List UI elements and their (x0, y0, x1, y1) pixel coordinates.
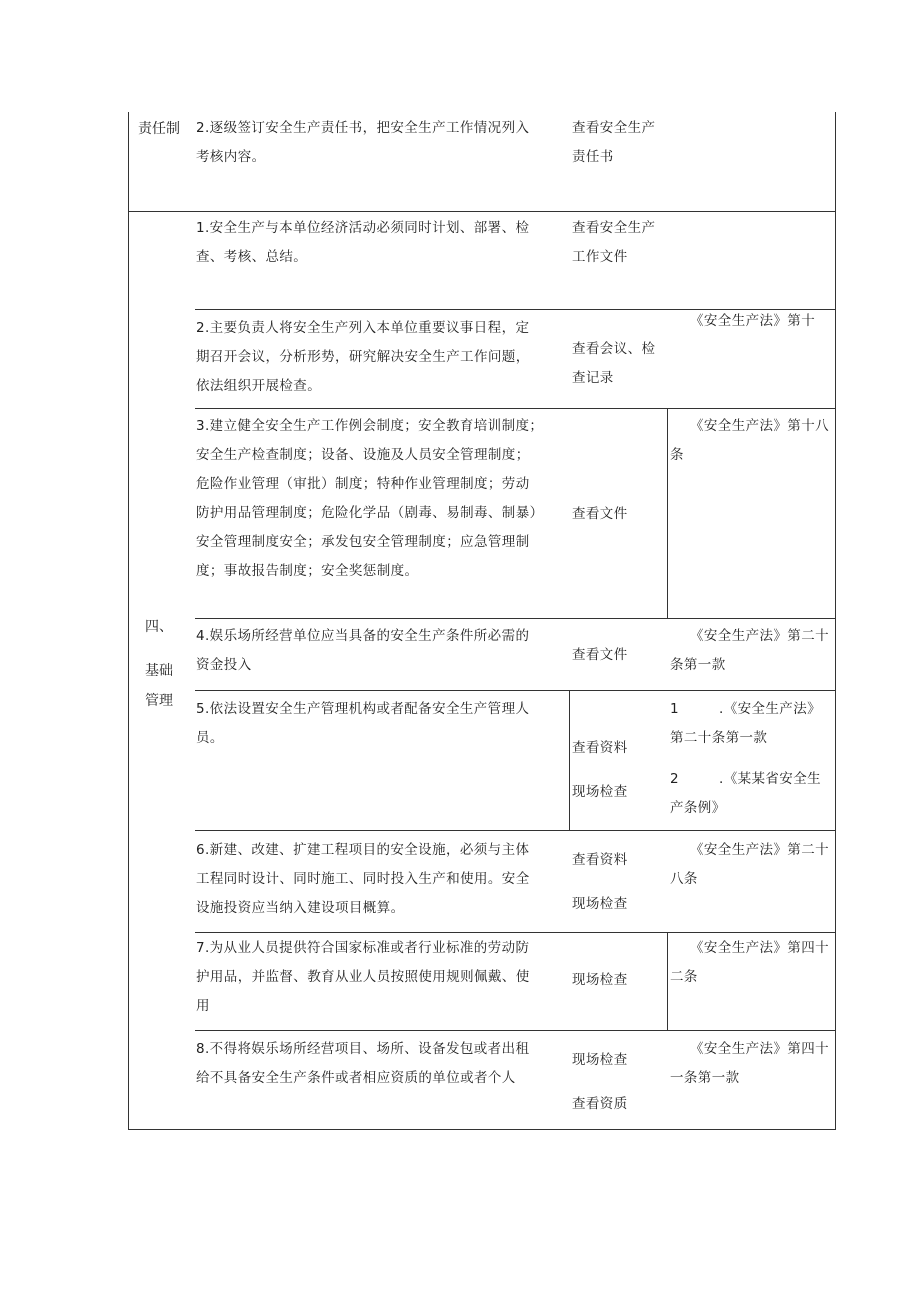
row-content: 1.安全生产与本单位经济活动必须同时计划、部署、检 查、考核、总结。 (196, 220, 530, 265)
category-label: 责任制 (138, 121, 180, 137)
column-divider (569, 690, 570, 830)
row-method: 现场检查 查看资质 (572, 1052, 628, 1112)
row-content: 8.不得将娱乐场所经营项目、场所、设备发包或者出租 给不具备安全生产条件或者相应资质的单位或者个人 (196, 1041, 530, 1086)
row-content: 7.为从业人员提供符合国家标准或者行业标准的劳动防 护用品，并监督、教育从业人员按照使用规则佩戴、使 用 (196, 940, 530, 1014)
row-basis: 《安全生产法》第十八 条 (670, 418, 829, 463)
row-divider (195, 408, 836, 409)
row-basis: 《安全生产法》第四十 一条第一款 (670, 1041, 829, 1086)
row-content: 4.娱乐场所经营单位应当具备的安全生产条件所必需的 资金投入 (196, 628, 530, 673)
row-content: 6.新建、改建、扩建工程项目的安全设施，必须与主体 工程同时设计、同时施工、同时投入生产和使用。安全 设施投资应当纳入建设项目概算。 (196, 842, 530, 916)
row-content: 5.依法设置安全生产管理机构或者配备安全生产管理人 员。 (196, 701, 530, 746)
row-method: 查看安全生产 责任书 (572, 120, 656, 165)
column-divider (667, 408, 668, 618)
table-border-bottom (128, 1129, 836, 1130)
table-border-left (128, 112, 129, 1130)
row-method: 查看文件 (572, 647, 628, 663)
column-divider (667, 932, 668, 1030)
row-divider (195, 932, 836, 933)
section-divider (128, 211, 836, 212)
row-method: 查看会议、检 查记录 (572, 341, 656, 386)
row-method: 查看资料 现场检查 (572, 740, 628, 800)
row-content: 3.建立健全安全生产工作例会制度；安全教育培训制度； 安全生产检查制度；设备、设施及人员安全管理制度； 危险作业管理（审批）制度；特种作业管理制度；劳动 防护用品管理制度；危险化学品（剧毒、易制毒、制暴） 安全管理制度安全；承发包安全管理制度；应急管理制 度；事故报告制度；安全奖惩制度。 (196, 418, 544, 579)
section-name-line2: 管理 (145, 693, 173, 709)
row-basis-item: 2 .《某某省安全生 产条例》 (670, 771, 821, 816)
row-method: 查看安全生产 工作文件 (572, 220, 656, 265)
row-basis: 《安全生产法》第四十 二条 (670, 940, 829, 985)
row-divider (195, 1030, 836, 1031)
row-method: 现场检查 (572, 972, 628, 988)
row-method: 查看文件 (572, 506, 628, 522)
row-basis: 《安全生产法》第二十 条第一款 (670, 628, 829, 673)
row-content: 2.逐级签订安全生产责任书，把安全生产工作情况列入 考核内容。 (196, 120, 530, 165)
row-method: 查看资料 现场检查 (572, 852, 628, 912)
row-divider (195, 830, 836, 831)
section-name-line1: 基础 (145, 663, 173, 679)
row-basis-item: 1 .《安全生产法》 第二十条第一款 (670, 701, 821, 746)
section-number: 四、 (145, 619, 173, 635)
table-border-right (835, 112, 836, 1130)
row-content: 2.主要负责人将安全生产列入本单位重要议事日程，定 期召开会议，分析形势，研究解决安全生产工作问题， 依法组织开展检查。 (196, 320, 530, 394)
row-divider (195, 690, 836, 691)
row-divider (195, 618, 836, 619)
row-basis: 《安全生产法》第二十 八条 (670, 842, 829, 887)
row-basis: 《安全生产法》第十 (690, 313, 816, 329)
